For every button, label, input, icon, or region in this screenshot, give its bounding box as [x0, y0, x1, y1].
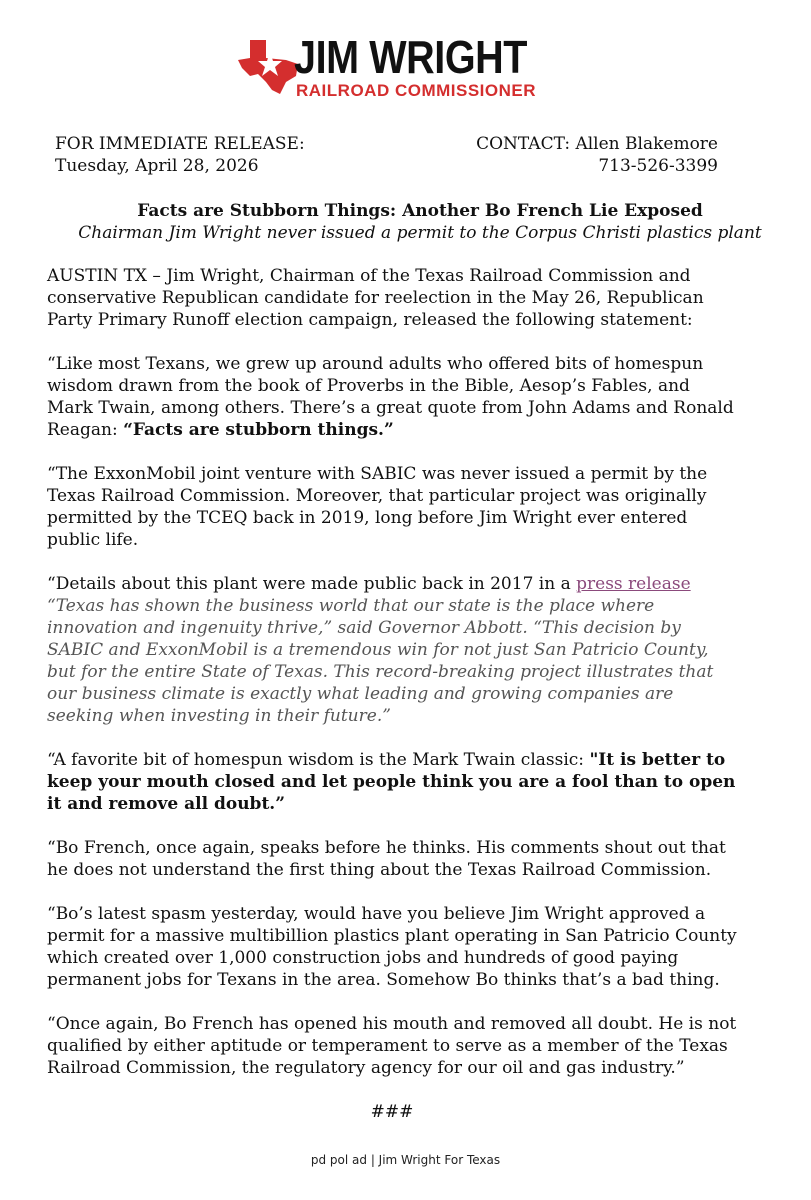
paragraph-press-release	[47, 573, 737, 727]
paragraph-spasm: “Bo’s latest spasm yesterday, would have you believe Jim Wright approved a permit for a massive multibillion plastics plant operating in San Patricio County which created over 1,000 construction jobs and hundreds of good paying permanent jobs for Texans in the area. Somehow Bo thinks that’s a bad thing.	[47, 904, 737, 990]
paragraph-bo-speaks: “Bo French, once again, speaks before he thinks. His comments shout out that he does not understand the first thing about the Texas Railroad Commission.	[47, 838, 726, 880]
press-release-body	[47, 265, 737, 1145]
paragraph-twain	[47, 749, 737, 815]
paragraph-text: “Details about this plant were made public back in 2017 in a	[47, 574, 577, 594]
bold-quote: "It is better to keep your mouth closed and let people think you are a fool than to open it and remove all doubt.”	[47, 750, 736, 814]
paragraph-intro: AUSTIN TX – Jim Wright, Chairman of the Texas Railroad Commission and conservative Republican candidate for reelection in the May 26, Republican Party Primary Runoff election campaign, released the following statement:	[47, 266, 704, 330]
logo-name: JIM WRIGHT	[294, 31, 528, 83]
headline-subtitle: Chairman Jim Wright never issued a permit to the Corpus Christi plastics plant	[78, 223, 762, 243]
texas-star-icon	[236, 38, 300, 98]
paragraph-permit: “The ExxonMobil joint venture with SABIC was never issued a permit by the Texas Railroad Commission. Moreover, that particular project was originally permitted by the TCEQ back in 2019, long before Jim Wright ever entered public life.	[47, 464, 708, 550]
press-release-link[interactable]: press release	[576, 574, 691, 594]
disclaimer-footer: pd pol ad | Jim Wright For Texas	[310, 1153, 501, 1167]
headline-title: Facts are Stubborn Things: Another Bo French Lie Exposed	[137, 201, 703, 221]
release-label: FOR IMMEDIATE RELEASE:	[55, 134, 305, 154]
paragraph-text: “Like most Texans, we grew up around adults who offered bits of homespun wisdom drawn from the book of Proverbs in the Bible, Aesop’s Fables, and Mark Twain, among others. There’s a great quote from John Adams and Ronald Reagan:	[47, 354, 734, 440]
release-date: Tuesday, April 28, 2026	[55, 156, 259, 176]
end-mark: ###	[370, 1102, 414, 1122]
contact-name: CONTACT: Allen Blakemore	[476, 134, 718, 154]
headline-block	[30, 200, 810, 244]
paragraph-text: “A favorite bit of homespun wisdom is the Mark Twain classic:	[47, 750, 590, 770]
campaign-logo	[232, 30, 552, 110]
contact-phone: 713-526-3399	[598, 156, 718, 176]
logo-title: RAILROAD COMMISSIONER	[296, 81, 536, 100]
bold-quote: “Facts are stubborn things.”	[123, 420, 394, 440]
paragraph-conclusion: “Once again, Bo French has opened his mouth and removed all doubt. He is not qualified by either aptitude or temperament to serve as a member of the Texas Railroad Commission, the regulatory agency for our oil and gas industry.”	[47, 1014, 737, 1078]
paragraph-homespun	[47, 353, 737, 441]
contact-info	[476, 133, 718, 177]
governor-quote: “Texas has shown the business world that our state is the place where innovation and ingenuity thrive,” said Governor Abbott. “This decision by SABIC and ExxonMobil is a tremendous win for not just San Patricio County, but for the entire State of Texas. This record-breaking project illustrates that our business climate is exactly what leading and growing companies are seeking when investing in their future.”	[47, 596, 714, 726]
release-info	[55, 133, 305, 177]
